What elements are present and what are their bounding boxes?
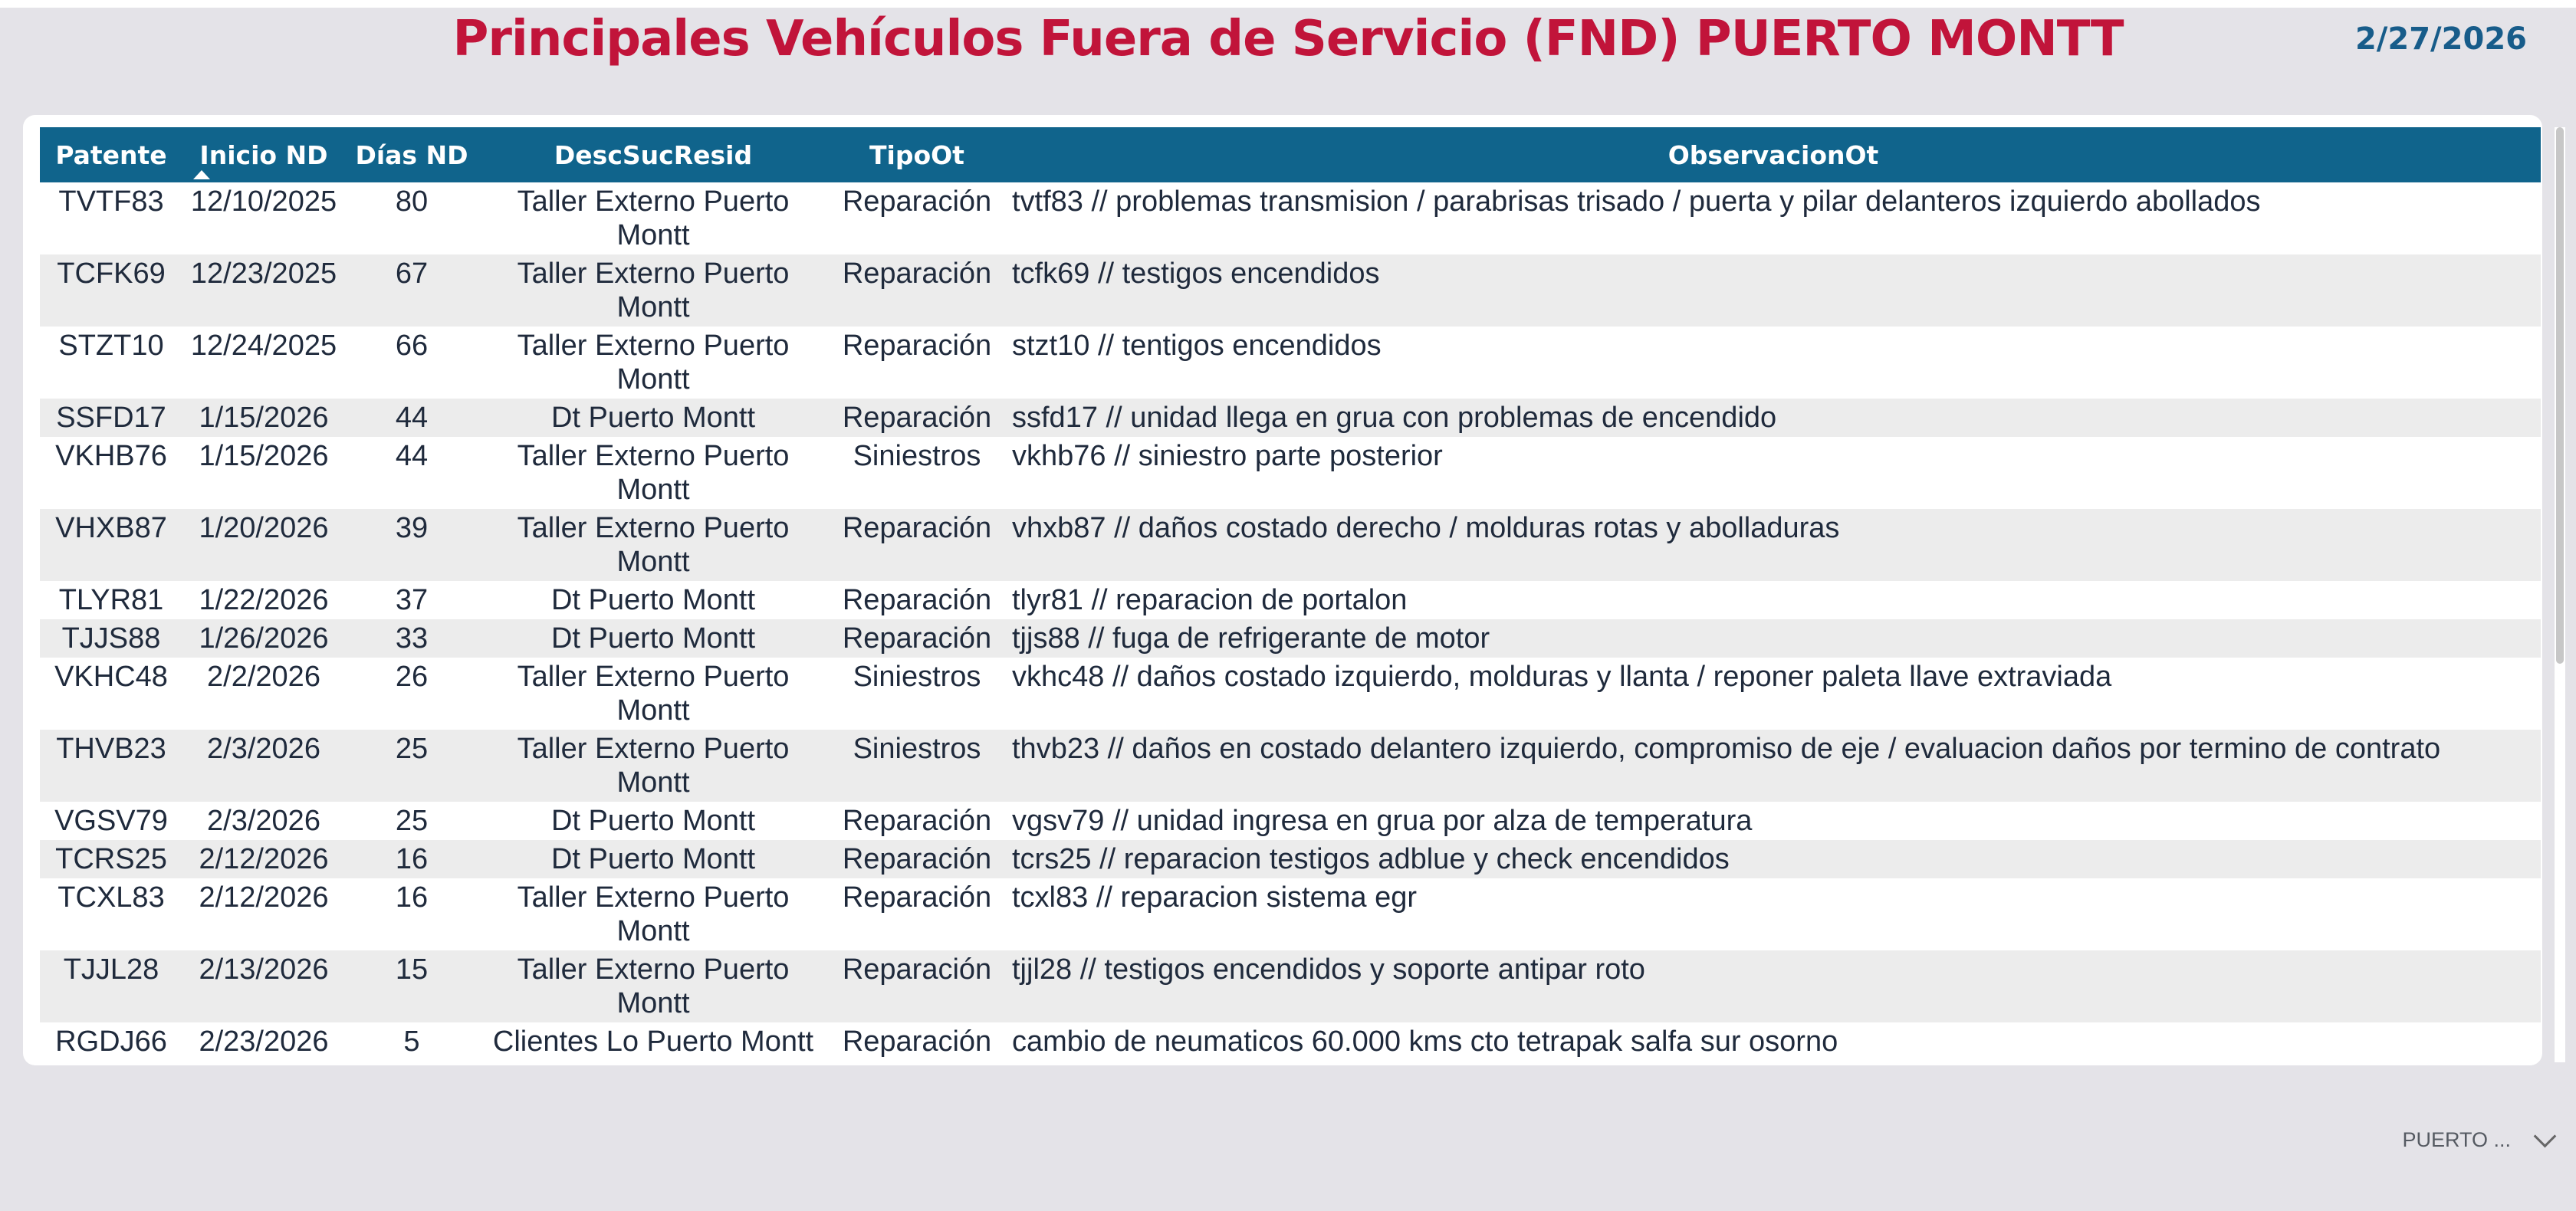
cell-dias-nd: 44 bbox=[395, 440, 429, 472]
table-row[interactable] bbox=[40, 802, 2541, 840]
cell-patente: RGDJ66 bbox=[55, 1026, 167, 1058]
cell-descsucresid: Dt Puerto Montt bbox=[550, 402, 756, 434]
cell-descsucresid: Taller Externo Puerto Montt bbox=[517, 661, 790, 727]
column-header-descsucresid[interactable]: DescSucResid bbox=[554, 139, 753, 170]
cell-dias-nd: 5 bbox=[403, 1026, 420, 1058]
vertical-scrollbar[interactable] bbox=[2555, 127, 2565, 1062]
cell-observacionot: tcrs25 // reparacion testigos adblue y check encendidos bbox=[1012, 843, 1730, 875]
cell-observacionot: tcxl83 // reparacion sistema egr bbox=[1012, 881, 1418, 914]
cell-inicio-nd: 2/3/2026 bbox=[207, 733, 320, 765]
top-strip bbox=[0, 0, 2576, 8]
column-header-inicio-nd-label: Inicio ND bbox=[199, 139, 328, 170]
cell-descsucresid: Dt Puerto Montt bbox=[550, 584, 756, 616]
cell-patente: SSFD17 bbox=[56, 402, 166, 434]
page-title: Principales Vehículos Fuera de Servicio (FND) PUERTO MONTT bbox=[452, 11, 2124, 67]
table-header-row bbox=[40, 127, 2541, 182]
table-row[interactable] bbox=[40, 730, 2541, 802]
cell-dias-nd: 67 bbox=[395, 258, 429, 290]
cell-tipoot: Reparación bbox=[842, 843, 992, 875]
cell-dias-nd: 25 bbox=[395, 805, 429, 837]
cell-inicio-nd: 2/13/2026 bbox=[199, 953, 329, 986]
cell-inicio-nd: 12/23/2025 bbox=[190, 258, 337, 290]
cell-descsucresid: Taller Externo Puerto Montt bbox=[517, 881, 790, 947]
cell-tipoot: Reparación bbox=[842, 185, 992, 218]
table-row[interactable] bbox=[40, 658, 2541, 730]
table-body bbox=[40, 182, 2541, 1061]
cell-inicio-nd: 1/15/2026 bbox=[199, 402, 329, 434]
cell-tipoot: Reparación bbox=[842, 258, 992, 290]
table-row[interactable] bbox=[40, 1022, 2541, 1061]
cell-observacionot: tvtf83 // problemas transmision / parabrisas trisado / puerta y pilar delanteros izquierdo abollados bbox=[1012, 185, 2261, 218]
cell-tipoot: Reparación bbox=[842, 584, 992, 616]
cell-inicio-nd: 1/26/2026 bbox=[199, 622, 329, 655]
cell-descsucresid: Taller Externo Puerto Montt bbox=[517, 953, 790, 1019]
cell-patente: VGSV79 bbox=[54, 805, 168, 837]
cell-observacionot: tcfk69 // testigos encendidos bbox=[1012, 258, 1380, 290]
table-row[interactable] bbox=[40, 878, 2541, 950]
cell-dias-nd: 33 bbox=[395, 622, 429, 655]
cell-dias-nd: 39 bbox=[395, 512, 429, 544]
cell-patente: TJJS88 bbox=[61, 622, 161, 655]
cell-patente: TCFK69 bbox=[57, 258, 166, 290]
table-row[interactable] bbox=[40, 581, 2541, 619]
cell-dias-nd: 66 bbox=[395, 330, 429, 362]
cell-observacionot: tjjs88 // fuga de refrigerante de motor bbox=[1012, 622, 1490, 655]
column-header-observacionot[interactable]: ObservacionOt bbox=[1668, 139, 1879, 170]
cell-descsucresid: Dt Puerto Montt bbox=[550, 805, 756, 837]
cell-observacionot: vkhc48 // daños costado izquierdo, molduras y llanta / reponer paleta llave extraviada bbox=[1012, 661, 2112, 693]
cell-dias-nd: 44 bbox=[395, 402, 429, 434]
cell-tipoot: Reparación bbox=[842, 402, 992, 434]
cell-observacionot: tlyr81 // reparacion de portalon bbox=[1012, 584, 1408, 616]
cell-tipoot: Reparación bbox=[842, 330, 992, 362]
cell-descsucresid: Dt Puerto Montt bbox=[550, 843, 756, 875]
cell-dias-nd: 26 bbox=[395, 661, 429, 693]
cell-tipoot: Siniestros bbox=[853, 440, 981, 472]
column-header-dias-nd[interactable]: Días ND bbox=[355, 139, 468, 170]
sort-ascending-icon bbox=[193, 170, 210, 179]
cell-descsucresid: Taller Externo Puerto Montt bbox=[517, 330, 790, 395]
cell-tipoot: Reparación bbox=[842, 881, 992, 914]
cell-inicio-nd: 12/24/2025 bbox=[190, 330, 337, 362]
cell-inicio-nd: 1/20/2026 bbox=[199, 512, 329, 544]
cell-patente: VKHB76 bbox=[55, 440, 167, 472]
cell-tipoot: Siniestros bbox=[853, 661, 981, 693]
scrollbar-thumb[interactable] bbox=[2556, 127, 2564, 664]
cell-patente: VHXB87 bbox=[55, 512, 167, 544]
cell-observacionot: tjjl28 // testigos encendidos y soporte antipar roto bbox=[1012, 953, 1645, 986]
cell-patente: TCXL83 bbox=[58, 881, 165, 914]
cell-inicio-nd: 2/3/2026 bbox=[207, 805, 320, 837]
cell-observacionot: vkhb76 // siniestro parte posterior bbox=[1012, 440, 1443, 472]
cell-tipoot: Siniestros bbox=[853, 733, 981, 765]
cell-patente: TVTF83 bbox=[58, 185, 164, 218]
cell-dias-nd: 16 bbox=[395, 843, 429, 875]
cell-observacionot: cambio de neumaticos 60.000 kms cto tetrapak salfa sur osorno bbox=[1012, 1026, 1838, 1058]
table-row[interactable] bbox=[40, 182, 2541, 254]
cell-descsucresid: Taller Externo Puerto Montt bbox=[517, 512, 790, 578]
cell-descsucresid: Clientes Lo Puerto Montt bbox=[492, 1026, 814, 1058]
cell-inicio-nd: 1/15/2026 bbox=[199, 440, 329, 472]
cell-dias-nd: 15 bbox=[395, 953, 429, 986]
table-row[interactable] bbox=[40, 399, 2541, 437]
table-viewport[interactable] bbox=[40, 127, 2541, 1065]
cell-patente: TCRS25 bbox=[55, 843, 167, 875]
cell-inicio-nd: 2/23/2026 bbox=[199, 1026, 329, 1058]
cell-patente: VKHC48 bbox=[54, 661, 168, 693]
chevron-down-icon[interactable] bbox=[2534, 1125, 2557, 1148]
cell-tipoot: Reparación bbox=[842, 953, 992, 986]
cell-patente: THVB23 bbox=[56, 733, 166, 765]
cell-patente: TJJL28 bbox=[63, 953, 159, 986]
table-card bbox=[23, 115, 2542, 1065]
table-row[interactable] bbox=[40, 840, 2541, 878]
cell-inicio-nd: 2/2/2026 bbox=[207, 661, 320, 693]
cell-observacionot: vhxb87 // daños costado derecho / molduras rotas y abolladuras bbox=[1012, 512, 1840, 544]
report-date: 2/27/2026 bbox=[2354, 21, 2527, 57]
cell-descsucresid: Taller Externo Puerto Montt bbox=[517, 440, 790, 506]
slicer-value: PUERTO ... bbox=[2402, 1128, 2511, 1151]
table-row[interactable] bbox=[40, 254, 2541, 327]
cell-tipoot: Reparación bbox=[842, 512, 992, 544]
table-row[interactable] bbox=[40, 509, 2541, 581]
column-header-tipoot[interactable]: TipoOt bbox=[869, 139, 964, 170]
cell-dias-nd: 80 bbox=[395, 185, 429, 218]
cell-dias-nd: 37 bbox=[395, 584, 429, 616]
cell-tipoot: Reparación bbox=[842, 805, 992, 837]
cell-dias-nd: 16 bbox=[395, 881, 429, 914]
cell-observacionot: ssfd17 // unidad llega en grua con problemas de encendido bbox=[1012, 402, 1777, 434]
table-row[interactable] bbox=[40, 437, 2541, 509]
cell-patente: TLYR81 bbox=[58, 584, 164, 616]
cell-descsucresid: Taller Externo Puerto Montt bbox=[517, 258, 790, 323]
table-row[interactable] bbox=[40, 327, 2541, 399]
cell-dias-nd: 25 bbox=[395, 733, 429, 765]
table-row[interactable] bbox=[40, 619, 2541, 658]
column-header-inicio-nd[interactable] bbox=[182, 127, 345, 182]
cell-inicio-nd: 12/10/2025 bbox=[190, 185, 337, 218]
cell-tipoot: Reparación bbox=[842, 1026, 992, 1058]
cell-patente: STZT10 bbox=[58, 330, 164, 362]
cell-inicio-nd: 1/22/2026 bbox=[199, 584, 329, 616]
cell-descsucresid: Taller Externo Puerto Montt bbox=[517, 733, 790, 799]
column-header-patente[interactable]: Patente bbox=[55, 139, 167, 170]
cell-descsucresid: Taller Externo Puerto Montt bbox=[517, 185, 790, 251]
table-row[interactable] bbox=[40, 950, 2541, 1022]
cell-observacionot: thvb23 // daños en costado delantero izquierdo, compromiso de eje / evaluacion daños por termino de contrato bbox=[1012, 733, 2441, 765]
vehicles-table bbox=[40, 127, 2541, 1061]
branch-slicer[interactable] bbox=[2402, 1128, 2553, 1152]
cell-descsucresid: Dt Puerto Montt bbox=[550, 622, 756, 655]
cell-observacionot: vgsv79 // unidad ingresa en grua por alza de temperatura bbox=[1012, 805, 1753, 837]
cell-observacionot: stzt10 // tentigos encendidos bbox=[1012, 330, 1382, 362]
cell-inicio-nd: 2/12/2026 bbox=[199, 881, 329, 914]
cell-inicio-nd: 2/12/2026 bbox=[199, 843, 329, 875]
cell-tipoot: Reparación bbox=[842, 622, 992, 655]
